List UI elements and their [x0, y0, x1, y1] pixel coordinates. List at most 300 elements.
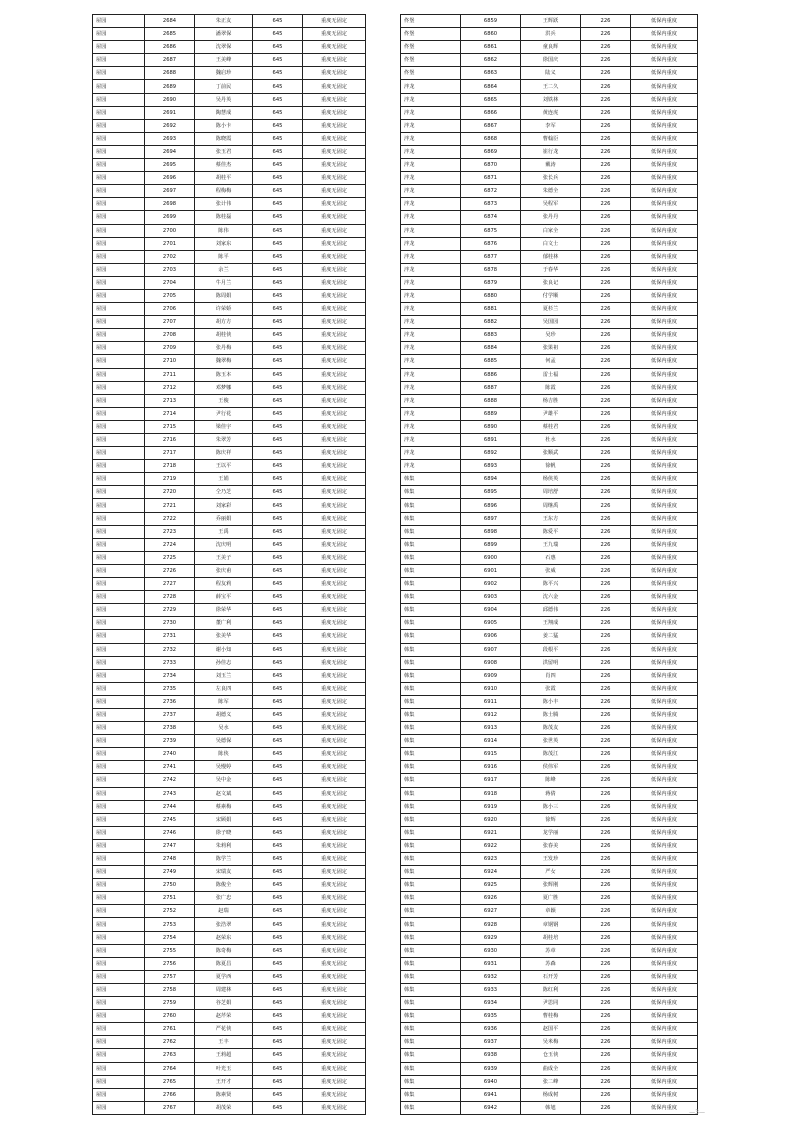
cell-name: 乔丽娟 — [195, 512, 253, 525]
table-row — [401, 918, 698, 931]
cell-serial: 6909 — [461, 669, 521, 682]
cell-category: 重度无固定 — [303, 970, 366, 983]
left-roster-table — [92, 14, 366, 1115]
cell-category: 重度无固定 — [303, 944, 366, 957]
cell-town: 屋园 — [93, 957, 145, 970]
table-row — [401, 329, 698, 342]
cell-category: 重度无固定 — [303, 1023, 366, 1036]
cell-serial: 2703 — [145, 263, 195, 276]
cell-name: 丁前民 — [195, 80, 253, 93]
cell-serial: 6887 — [461, 381, 521, 394]
cell-town: 屋园 — [93, 944, 145, 957]
cell-amount: 226 — [581, 957, 631, 970]
table-row — [401, 145, 698, 158]
table-row — [401, 316, 698, 329]
cell-serial: 6925 — [461, 879, 521, 892]
cell-amount: 226 — [581, 1023, 631, 1036]
table-row — [401, 708, 698, 721]
cell-amount: 645 — [253, 303, 303, 316]
cell-serial: 2761 — [145, 1023, 195, 1036]
cell-town: 韩集 — [401, 748, 461, 761]
cell-town: 韩集 — [401, 630, 461, 643]
cell-category: 低保内重度 — [631, 368, 698, 381]
table-row — [93, 695, 366, 708]
cell-amount: 226 — [581, 853, 631, 866]
cell-town: 韩集 — [401, 957, 461, 970]
table-row — [93, 918, 366, 931]
cell-serial: 2728 — [145, 591, 195, 604]
page-number: —3— — [689, 1109, 705, 1116]
table-row — [401, 551, 698, 564]
cell-name: 董广利 — [195, 617, 253, 630]
cell-amount: 645 — [253, 800, 303, 813]
cell-category: 重度无固定 — [303, 172, 366, 185]
cell-amount: 226 — [581, 525, 631, 538]
cell-name: 张广忠 — [195, 892, 253, 905]
cell-category: 低保内重度 — [631, 289, 698, 302]
cell-serial: 6878 — [461, 263, 521, 276]
cell-serial: 2715 — [145, 420, 195, 433]
cell-serial: 6926 — [461, 892, 521, 905]
table-row — [93, 211, 366, 224]
cell-serial: 2727 — [145, 578, 195, 591]
cell-category: 低保内重度 — [631, 957, 698, 970]
cell-amount: 226 — [581, 381, 631, 394]
cell-name: 陈夏昌 — [195, 957, 253, 970]
table-row — [401, 748, 698, 761]
cell-town: 屋园 — [93, 486, 145, 499]
cell-name: 陈周娟 — [195, 289, 253, 302]
cell-category: 低保内重度 — [631, 643, 698, 656]
cell-name: 魏启珍 — [195, 67, 253, 80]
cell-category: 重度无固定 — [303, 682, 366, 695]
cell-name: 徐子晓 — [195, 826, 253, 839]
cell-serial: 2724 — [145, 538, 195, 551]
cell-town: 泮龙 — [401, 276, 461, 289]
cell-town: 泮龙 — [401, 119, 461, 132]
cell-serial: 2730 — [145, 617, 195, 630]
cell-town: 韩集 — [401, 591, 461, 604]
cell-category: 低保内重度 — [631, 263, 698, 276]
table-row — [93, 303, 366, 316]
table-row — [401, 93, 698, 106]
table-row — [401, 591, 698, 604]
cell-name: 沈庆明 — [195, 538, 253, 551]
cell-category: 低保内重度 — [631, 525, 698, 538]
cell-amount: 226 — [581, 211, 631, 224]
cell-serial: 2744 — [145, 800, 195, 813]
cell-serial: 2692 — [145, 119, 195, 132]
cell-amount: 226 — [581, 591, 631, 604]
cell-town: 屋园 — [93, 1049, 145, 1062]
cell-serial: 2697 — [145, 185, 195, 198]
cell-serial: 2758 — [145, 983, 195, 996]
cell-name: 曹翰臣 — [521, 132, 581, 145]
cell-amount: 645 — [253, 172, 303, 185]
cell-name: 徐帆 — [521, 460, 581, 473]
cell-name: 王发珍 — [521, 853, 581, 866]
cell-serial: 6898 — [461, 525, 521, 538]
cell-name: 宋顾娟 — [195, 813, 253, 826]
table-row — [93, 316, 366, 329]
table-row — [93, 944, 366, 957]
cell-town: 韩集 — [401, 669, 461, 682]
cell-serial: 2751 — [145, 892, 195, 905]
cell-serial: 2699 — [145, 211, 195, 224]
table-row — [93, 1010, 366, 1023]
cell-serial: 6936 — [461, 1023, 521, 1036]
cell-category: 重度无固定 — [303, 931, 366, 944]
cell-town: 泮龙 — [401, 237, 461, 250]
cell-town: 韩集 — [401, 578, 461, 591]
cell-name: 肖四 — [521, 669, 581, 682]
cell-town: 韩集 — [401, 695, 461, 708]
cell-name: 赵芹荣 — [195, 1010, 253, 1023]
cell-name: 苏森 — [521, 957, 581, 970]
cell-serial: 6934 — [461, 997, 521, 1010]
cell-category: 重度无固定 — [303, 735, 366, 748]
cell-town: 屋园 — [93, 224, 145, 237]
cell-town: 韩集 — [401, 1010, 461, 1023]
cell-category: 低保内重度 — [631, 93, 698, 106]
cell-name: 蔡桂君 — [521, 420, 581, 433]
cell-category: 重度无固定 — [303, 499, 366, 512]
table-row — [93, 813, 366, 826]
cell-town: 韩集 — [401, 774, 461, 787]
table-row — [401, 28, 698, 41]
cell-town: 佟堡 — [401, 41, 461, 54]
cell-name: 蒋倩 — [521, 787, 581, 800]
cell-name: 石开芳 — [521, 970, 581, 983]
cell-category: 低保内重度 — [631, 434, 698, 447]
cell-category: 低保内重度 — [631, 159, 698, 172]
cell-name: 谷芝娟 — [195, 997, 253, 1010]
table-row — [93, 368, 366, 381]
cell-name: 许荣娇 — [195, 303, 253, 316]
table-row — [93, 826, 366, 839]
cell-serial: 2686 — [145, 41, 195, 54]
cell-serial: 2712 — [145, 381, 195, 394]
cell-name: 陈学兰 — [195, 853, 253, 866]
cell-amount: 645 — [253, 617, 303, 630]
cell-category: 低保内重度 — [631, 329, 698, 342]
cell-town: 屋园 — [93, 15, 145, 28]
cell-category: 重度无固定 — [303, 276, 366, 289]
table-row — [401, 159, 698, 172]
cell-town: 屋园 — [93, 997, 145, 1010]
cell-name: 牛月兰 — [195, 276, 253, 289]
cell-town: 屋园 — [93, 355, 145, 368]
cell-serial: 2688 — [145, 67, 195, 80]
cell-town: 佟堡 — [401, 67, 461, 80]
cell-town: 韩集 — [401, 1101, 461, 1114]
cell-category: 重度无固定 — [303, 1062, 366, 1075]
cell-town: 屋园 — [93, 499, 145, 512]
cell-town: 屋园 — [93, 237, 145, 250]
cell-name: 张长兵 — [521, 172, 581, 185]
cell-category: 低保内重度 — [631, 447, 698, 460]
cell-amount: 645 — [253, 892, 303, 905]
table-row — [401, 15, 698, 28]
cell-category: 重度无固定 — [303, 656, 366, 669]
table-row — [93, 67, 366, 80]
table-row — [93, 185, 366, 198]
table-row — [93, 997, 366, 1010]
cell-serial: 6918 — [461, 787, 521, 800]
cell-amount: 645 — [253, 276, 303, 289]
cell-category: 重度无固定 — [303, 381, 366, 394]
cell-town: 屋园 — [93, 460, 145, 473]
table-row — [401, 381, 698, 394]
cell-category: 低保内重度 — [631, 172, 698, 185]
cell-name: 崔行龙 — [521, 145, 581, 158]
cell-serial: 6861 — [461, 41, 521, 54]
table-row — [401, 198, 698, 211]
cell-name: 张霞 — [521, 682, 581, 695]
cell-town: 屋园 — [93, 578, 145, 591]
cell-amount: 226 — [581, 761, 631, 774]
cell-amount: 645 — [253, 132, 303, 145]
cell-amount: 645 — [253, 263, 303, 276]
cell-town: 屋园 — [93, 250, 145, 263]
cell-town: 韩集 — [401, 564, 461, 577]
cell-category: 重度无固定 — [303, 879, 366, 892]
cell-name: 童良辉 — [521, 41, 581, 54]
cell-category: 低保内重度 — [631, 774, 698, 787]
cell-serial: 2764 — [145, 1062, 195, 1075]
cell-name: 王俊 — [195, 394, 253, 407]
cell-serial: 2698 — [145, 198, 195, 211]
table-row — [401, 250, 698, 263]
cell-category: 重度无固定 — [303, 892, 366, 905]
table-row — [93, 630, 366, 643]
cell-category: 低保内重度 — [631, 15, 698, 28]
cell-name: 周继禹 — [521, 499, 581, 512]
cell-amount: 645 — [253, 708, 303, 721]
table-row — [401, 578, 698, 591]
table-row — [93, 172, 366, 185]
cell-amount: 226 — [581, 1010, 631, 1023]
cell-category: 低保内重度 — [631, 355, 698, 368]
cell-name: 王辉跃 — [521, 15, 581, 28]
cell-name: 吴米梅 — [521, 1036, 581, 1049]
cell-name: 龙学丽 — [521, 826, 581, 839]
cell-town: 屋园 — [93, 512, 145, 525]
cell-serial: 6913 — [461, 722, 521, 735]
cell-serial: 2709 — [145, 342, 195, 355]
table-row — [401, 486, 698, 499]
cell-town: 泮龙 — [401, 224, 461, 237]
cell-town: 屋园 — [93, 839, 145, 852]
cell-name: 陈小三 — [521, 800, 581, 813]
cell-category: 低保内重度 — [631, 735, 698, 748]
cell-serial: 2685 — [145, 28, 195, 41]
cell-town: 屋园 — [93, 669, 145, 682]
cell-town: 屋园 — [93, 892, 145, 905]
cell-town: 屋园 — [93, 263, 145, 276]
cell-town: 屋园 — [93, 918, 145, 931]
cell-name: 谢小知 — [195, 643, 253, 656]
table-row — [93, 905, 366, 918]
cell-name: 王丰 — [195, 1036, 253, 1049]
cell-serial: 6892 — [461, 447, 521, 460]
table-row — [401, 879, 698, 892]
table-row — [401, 682, 698, 695]
cell-amount: 226 — [581, 80, 631, 93]
cell-name: 张浩翠 — [195, 918, 253, 931]
cell-category: 重度无固定 — [303, 250, 366, 263]
cell-category: 重度无固定 — [303, 132, 366, 145]
cell-category: 重度无固定 — [303, 630, 366, 643]
cell-town: 泮龙 — [401, 447, 461, 460]
cell-serial: 2731 — [145, 630, 195, 643]
table-row — [401, 224, 698, 237]
cell-town: 屋园 — [93, 41, 145, 54]
cell-serial: 6891 — [461, 434, 521, 447]
cell-amount: 226 — [581, 944, 631, 957]
table-row — [93, 735, 366, 748]
cell-category: 低保内重度 — [631, 486, 698, 499]
cell-town: 屋园 — [93, 1023, 145, 1036]
cell-category: 低保内重度 — [631, 473, 698, 486]
cell-name: 王翔成 — [521, 617, 581, 630]
cell-serial: 2767 — [145, 1101, 195, 1114]
cell-town: 泮龙 — [401, 407, 461, 420]
cell-category: 重度无固定 — [303, 289, 366, 302]
cell-town: 屋园 — [93, 420, 145, 433]
cell-amount: 645 — [253, 604, 303, 617]
cell-serial: 2706 — [145, 303, 195, 316]
cell-amount: 645 — [253, 787, 303, 800]
cell-serial: 2739 — [145, 735, 195, 748]
cell-amount: 226 — [581, 198, 631, 211]
cell-town: 泮龙 — [401, 460, 461, 473]
table-row — [401, 695, 698, 708]
table-row — [93, 119, 366, 132]
cell-category: 低保内重度 — [631, 224, 698, 237]
cell-serial: 6933 — [461, 983, 521, 996]
cell-category: 低保内重度 — [631, 944, 698, 957]
cell-amount: 645 — [253, 512, 303, 525]
cell-town: 泮龙 — [401, 420, 461, 433]
table-row — [93, 866, 366, 879]
cell-amount: 645 — [253, 224, 303, 237]
cell-serial: 2729 — [145, 604, 195, 617]
cell-category: 重度无固定 — [303, 106, 366, 119]
table-row — [401, 263, 698, 276]
cell-name: 杨成树 — [521, 1088, 581, 1101]
cell-amount: 226 — [581, 486, 631, 499]
cell-serial: 2746 — [145, 826, 195, 839]
cell-amount: 645 — [253, 643, 303, 656]
cell-serial: 2747 — [145, 839, 195, 852]
cell-category: 低保内重度 — [631, 499, 698, 512]
cell-town: 屋园 — [93, 564, 145, 577]
table-row — [93, 722, 366, 735]
cell-amount: 645 — [253, 682, 303, 695]
cell-category: 低保内重度 — [631, 1010, 698, 1023]
cell-amount: 645 — [253, 381, 303, 394]
cell-serial: 2742 — [145, 774, 195, 787]
cell-town: 屋园 — [93, 368, 145, 381]
cell-amount: 226 — [581, 970, 631, 983]
cell-category: 重度无固定 — [303, 761, 366, 774]
cell-serial: 6888 — [461, 394, 521, 407]
cell-town: 屋园 — [93, 67, 145, 80]
cell-category: 低保内重度 — [631, 813, 698, 826]
cell-amount: 645 — [253, 119, 303, 132]
cell-serial: 2766 — [145, 1088, 195, 1101]
cell-category: 重度无固定 — [303, 748, 366, 761]
cell-town: 佟堡 — [401, 28, 461, 41]
cell-name: 陈素贤 — [195, 1088, 253, 1101]
cell-serial: 6860 — [461, 28, 521, 41]
cell-amount: 226 — [581, 997, 631, 1010]
cell-category: 重度无固定 — [303, 918, 366, 931]
table-row — [401, 630, 698, 643]
cell-serial: 6879 — [461, 276, 521, 289]
cell-serial: 6903 — [461, 591, 521, 604]
cell-serial: 6885 — [461, 355, 521, 368]
cell-serial: 2737 — [145, 708, 195, 721]
cell-serial: 2693 — [145, 132, 195, 145]
cell-amount: 226 — [581, 813, 631, 826]
cell-amount: 645 — [253, 145, 303, 158]
table-row — [93, 708, 366, 721]
cell-category: 低保内重度 — [631, 250, 698, 263]
cell-serial: 6902 — [461, 578, 521, 591]
cell-amount: 226 — [581, 303, 631, 316]
cell-category: 低保内重度 — [631, 211, 698, 224]
cell-town: 屋园 — [93, 159, 145, 172]
cell-town: 屋园 — [93, 106, 145, 119]
cell-name: 胡方方 — [195, 316, 253, 329]
cell-name: 吴水 — [195, 722, 253, 735]
table-row — [93, 761, 366, 774]
cell-name: 陈士腾 — [521, 708, 581, 721]
cell-name: 王美峰 — [195, 54, 253, 67]
cell-amount: 226 — [581, 1075, 631, 1088]
table-row — [401, 67, 698, 80]
cell-category: 低保内重度 — [631, 54, 698, 67]
cell-category: 重度无固定 — [303, 826, 366, 839]
cell-serial: 6893 — [461, 460, 521, 473]
cell-category: 重度无固定 — [303, 1010, 366, 1023]
cell-category: 低保内重度 — [631, 394, 698, 407]
table-row — [93, 1049, 366, 1062]
cell-serial: 6910 — [461, 682, 521, 695]
table-row — [93, 879, 366, 892]
cell-town: 韩集 — [401, 1075, 461, 1088]
cell-serial: 6864 — [461, 80, 521, 93]
cell-serial: 2733 — [145, 656, 195, 669]
cell-serial: 2741 — [145, 761, 195, 774]
cell-amount: 226 — [581, 551, 631, 564]
cell-amount: 645 — [253, 159, 303, 172]
table-row — [93, 787, 366, 800]
cell-town: 韩集 — [401, 983, 461, 996]
cell-name: 张庆甫 — [195, 564, 253, 577]
table-row — [93, 525, 366, 538]
cell-serial: 2757 — [145, 970, 195, 983]
cell-serial: 6890 — [461, 420, 521, 433]
table-row — [401, 1049, 698, 1062]
cell-category: 低保内重度 — [631, 303, 698, 316]
cell-town: 韩集 — [401, 970, 461, 983]
cell-name: 张果祖 — [521, 342, 581, 355]
cell-amount: 645 — [253, 106, 303, 119]
table-row — [401, 80, 698, 93]
